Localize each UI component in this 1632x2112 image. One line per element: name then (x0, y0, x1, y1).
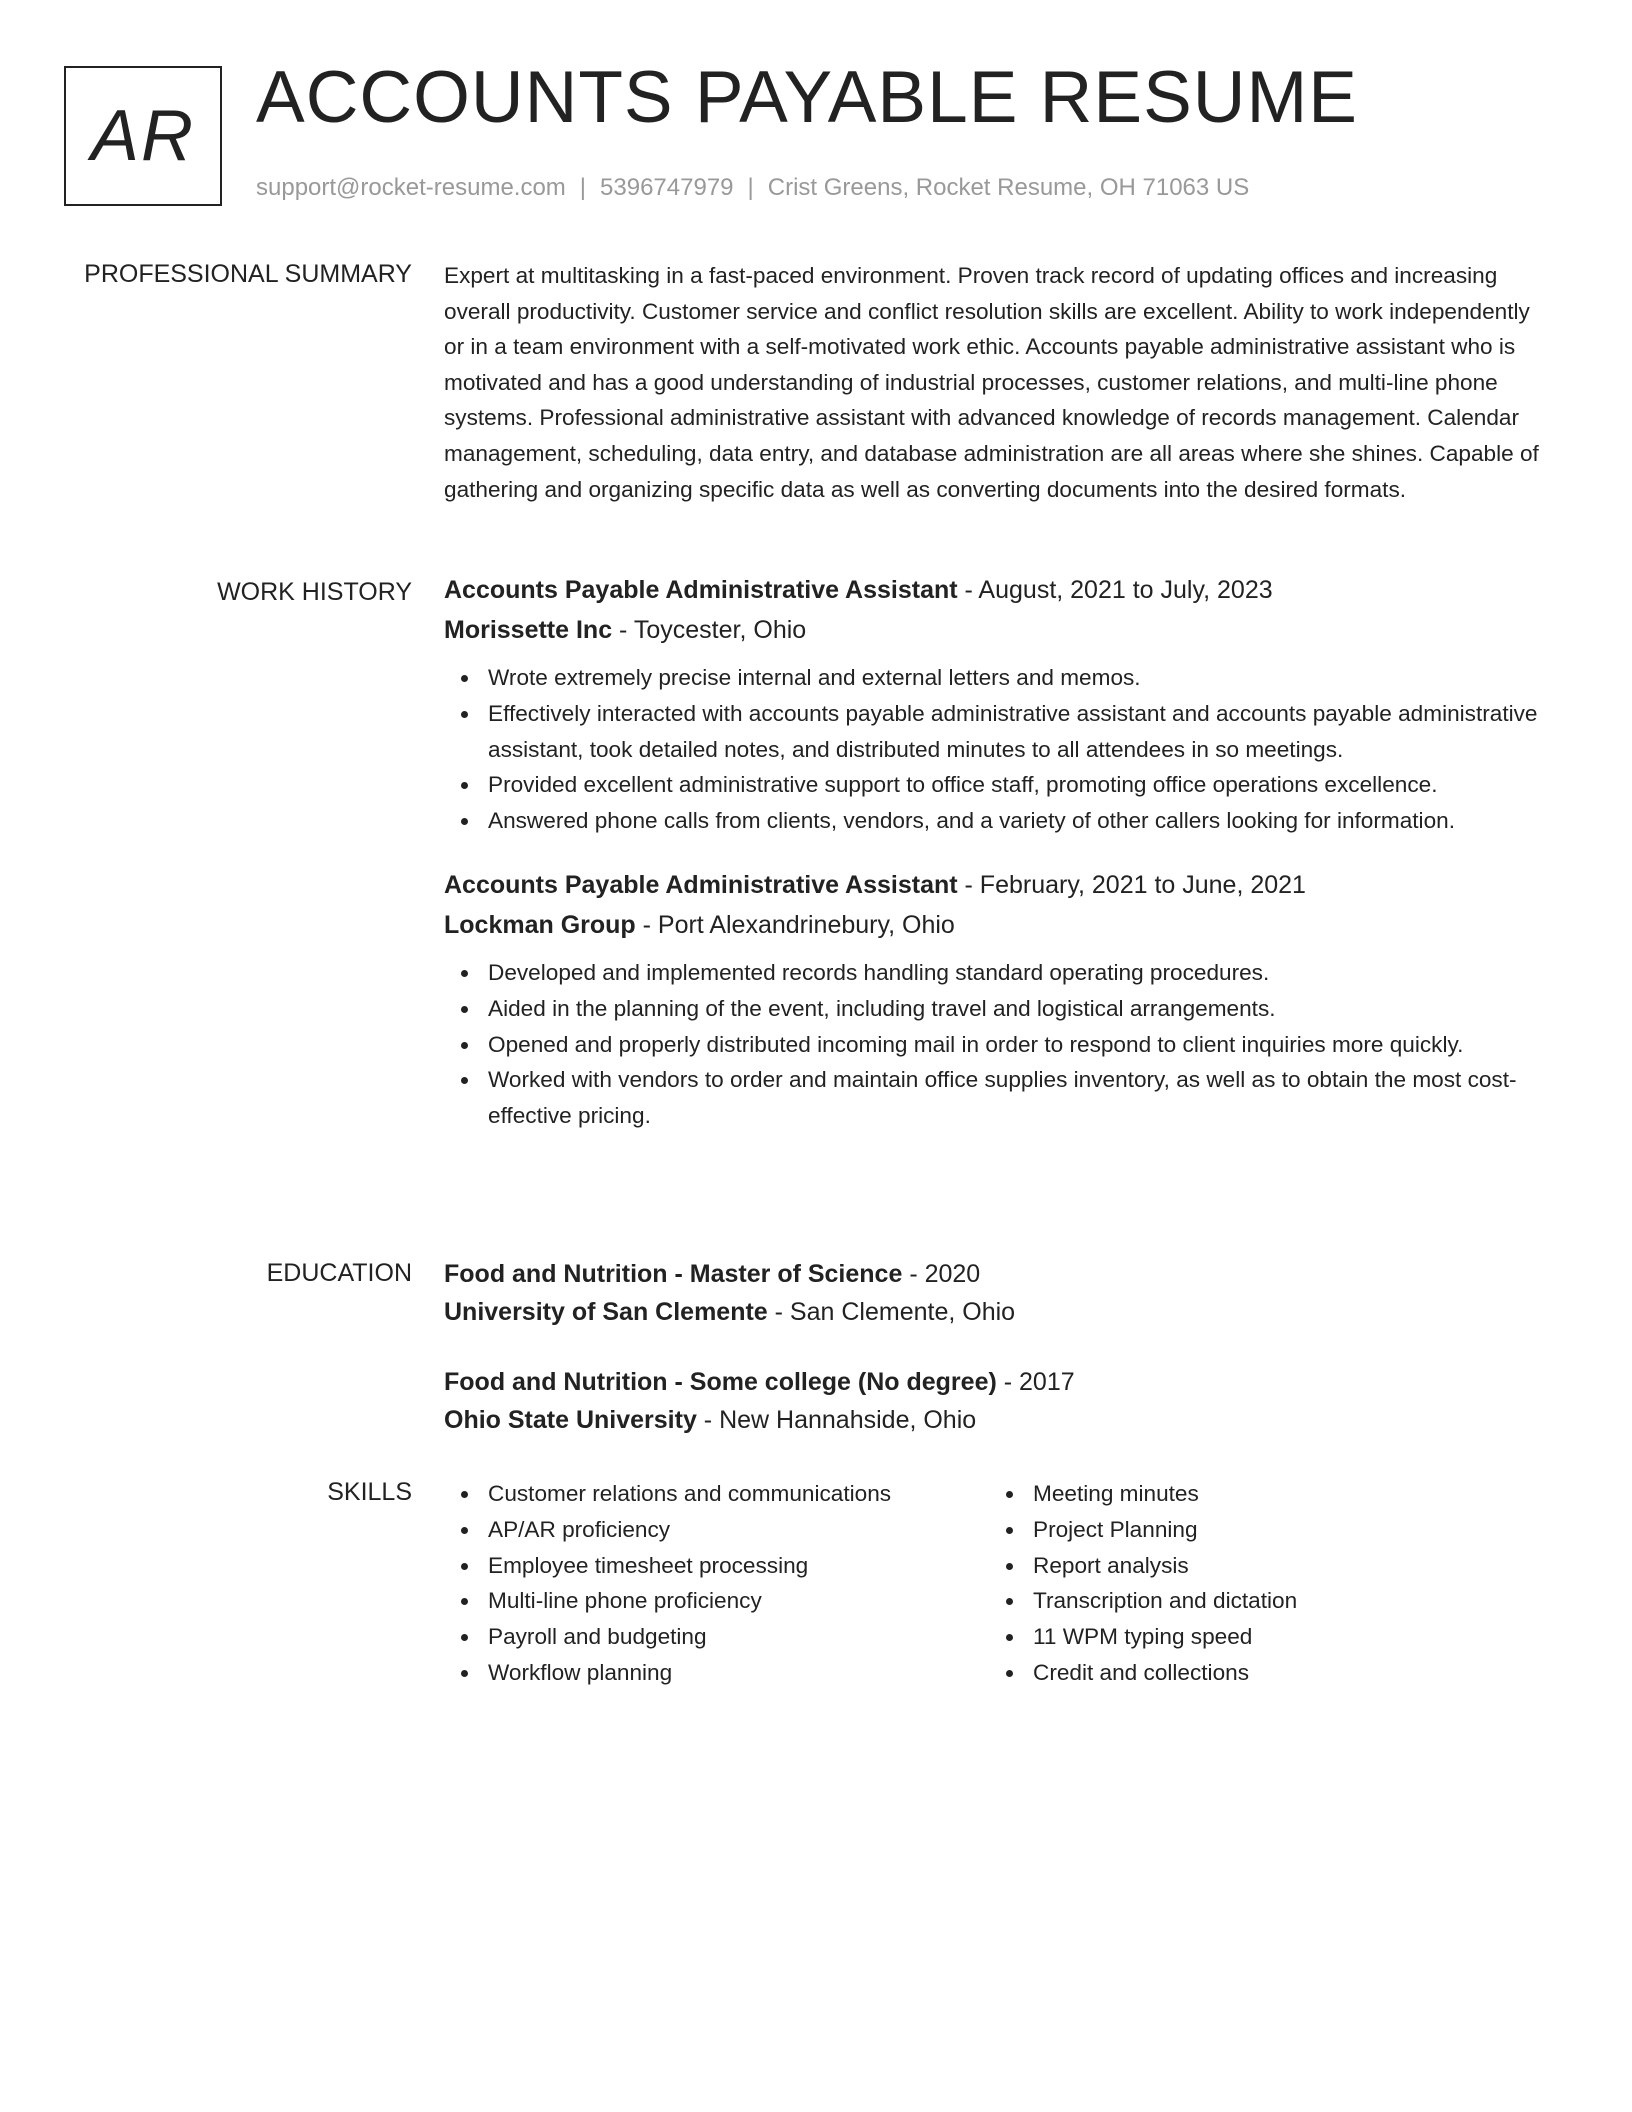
skill-item: Multi-line phone proficiency (488, 1583, 989, 1619)
education-location: - San Clemente, Ohio (767, 1298, 1016, 1326)
resume-title: ACCOUNTS PAYABLE RESUME (256, 57, 1358, 138)
skill-item: Credit and collections (1033, 1655, 1534, 1691)
education-year: - 2020 (902, 1260, 981, 1288)
section-heading-skills: SKILLS (327, 1478, 412, 1506)
education-body (444, 1255, 1554, 1439)
work-history-body (444, 570, 1554, 1134)
education-entry (444, 1255, 1554, 1331)
skill-item: Workflow planning (488, 1655, 989, 1691)
skills-body (444, 1476, 1554, 1691)
skill-item: Payroll and budgeting (488, 1619, 989, 1655)
skill-item: Meeting minutes (1033, 1476, 1534, 1512)
job-location: - Toycester, Ohio (612, 616, 807, 644)
job-company: Morissette Inc (444, 616, 613, 644)
list-item: Effectively interacted with accounts payable administrative assistant and accounts payable administrative assistant, took detailed notes, and distributed minutes to all attendees in so meetings. (488, 696, 1554, 768)
skills-columns (444, 1476, 1554, 1691)
skill-item: Employee timesheet processing (488, 1548, 989, 1584)
education-degree-line (444, 1255, 1554, 1293)
skill-item: Customer relations and communications (488, 1476, 989, 1512)
education-year: - 2017 (996, 1368, 1075, 1396)
job-title: Accounts Payable Administrative Assistant (444, 576, 958, 604)
job-bullets (444, 955, 1554, 1134)
section-heading-work-history: WORK HISTORY (217, 578, 412, 606)
job-location: - Port Alexandrinebury, Ohio (635, 910, 955, 939)
section-heading-summary: PROFESSIONAL SUMMARY (84, 260, 412, 288)
education-location: - New Hannahside, Ohio (696, 1406, 977, 1434)
education-school-line (444, 1293, 1554, 1331)
job-title-line (444, 865, 1554, 905)
job-company: Lockman Group (444, 910, 636, 939)
education-school: University of San Clemente (444, 1298, 768, 1326)
job-title-line (444, 570, 1554, 610)
education-degree: Food and Nutrition - Some college (No degree) (444, 1368, 997, 1396)
list-item: Provided excellent administrative support to office staff, promoting office operations excellence. (488, 767, 1554, 803)
list-item: Answered phone calls from clients, vendors, and a variety of other callers looking for information. (488, 803, 1554, 839)
education-school-line (444, 1401, 1554, 1439)
contact-phone: 5396747979 (600, 174, 734, 201)
summary-body (444, 258, 1554, 507)
skill-item: Report analysis (1033, 1548, 1534, 1584)
job-company-line (444, 905, 1554, 945)
contact-email: support@rocket-resume.com (256, 174, 566, 201)
job-entry (444, 570, 1554, 839)
job-dates: - August, 2021 to July, 2023 (957, 576, 1273, 604)
list-item: Worked with vendors to order and maintain office supplies inventory, as well as to obtain the most cost-effective pricing. (488, 1062, 1554, 1134)
summary-text: Expert at multitasking in a fast-paced environment. Proven track record of updating offices and increasing overall productivity. Customer service and conflict resolution skills are excellent. Ability to work independently or in a team environment with a self-motivated work ethic. Accounts payable administrative assistant who is motivated and has a good understanding of industrial processes, customer relations, and multi-line phone systems. Professional administrative assistant with advanced knowledge of records management. Calendar management, scheduling, data entry, and database administration are all areas where she shines. Capable of gathering and organizing specific data as well as converting documents into the desired formats. (444, 263, 1539, 502)
skills-list-right (989, 1476, 1534, 1691)
skills-column-right (989, 1476, 1534, 1691)
monogram-initials: AR (90, 96, 196, 176)
list-item: Opened and properly distributed incoming mail in order to respond to client inquiries more quickly. (488, 1027, 1554, 1063)
contact-separator: | (747, 174, 754, 201)
job-entry (444, 865, 1554, 1134)
education-degree-line (444, 1363, 1554, 1401)
education-entry (444, 1363, 1554, 1439)
skill-item: Transcription and dictation (1033, 1583, 1534, 1619)
skills-column-left (444, 1476, 989, 1691)
skills-list-left (444, 1476, 989, 1691)
education-school: Ohio State University (444, 1406, 697, 1434)
contact-address: Crist Greens, Rocket Resume, OH 71063 US (767, 174, 1250, 201)
list-item: Developed and implemented records handling standard operating procedures. (488, 955, 1554, 991)
contact-line (256, 174, 1249, 203)
skill-item: Project Planning (1033, 1512, 1534, 1548)
job-company-line (444, 610, 1554, 650)
skill-item: AP/AR proficiency (488, 1512, 989, 1548)
skill-item: 11 WPM typing speed (1033, 1619, 1534, 1655)
job-title: Accounts Payable Administrative Assistant (444, 870, 958, 899)
contact-separator: | (579, 174, 587, 201)
job-bullets (444, 660, 1554, 839)
list-item: Aided in the planning of the event, including travel and logistical arrangements. (488, 991, 1554, 1027)
section-heading-education: EDUCATION (266, 1259, 412, 1287)
monogram-box (64, 66, 222, 206)
job-dates: - February, 2021 to June, 2021 (957, 870, 1306, 899)
list-item: Wrote extremely precise internal and external letters and memos. (488, 660, 1554, 696)
education-degree: Food and Nutrition - Master of Science (444, 1260, 903, 1288)
